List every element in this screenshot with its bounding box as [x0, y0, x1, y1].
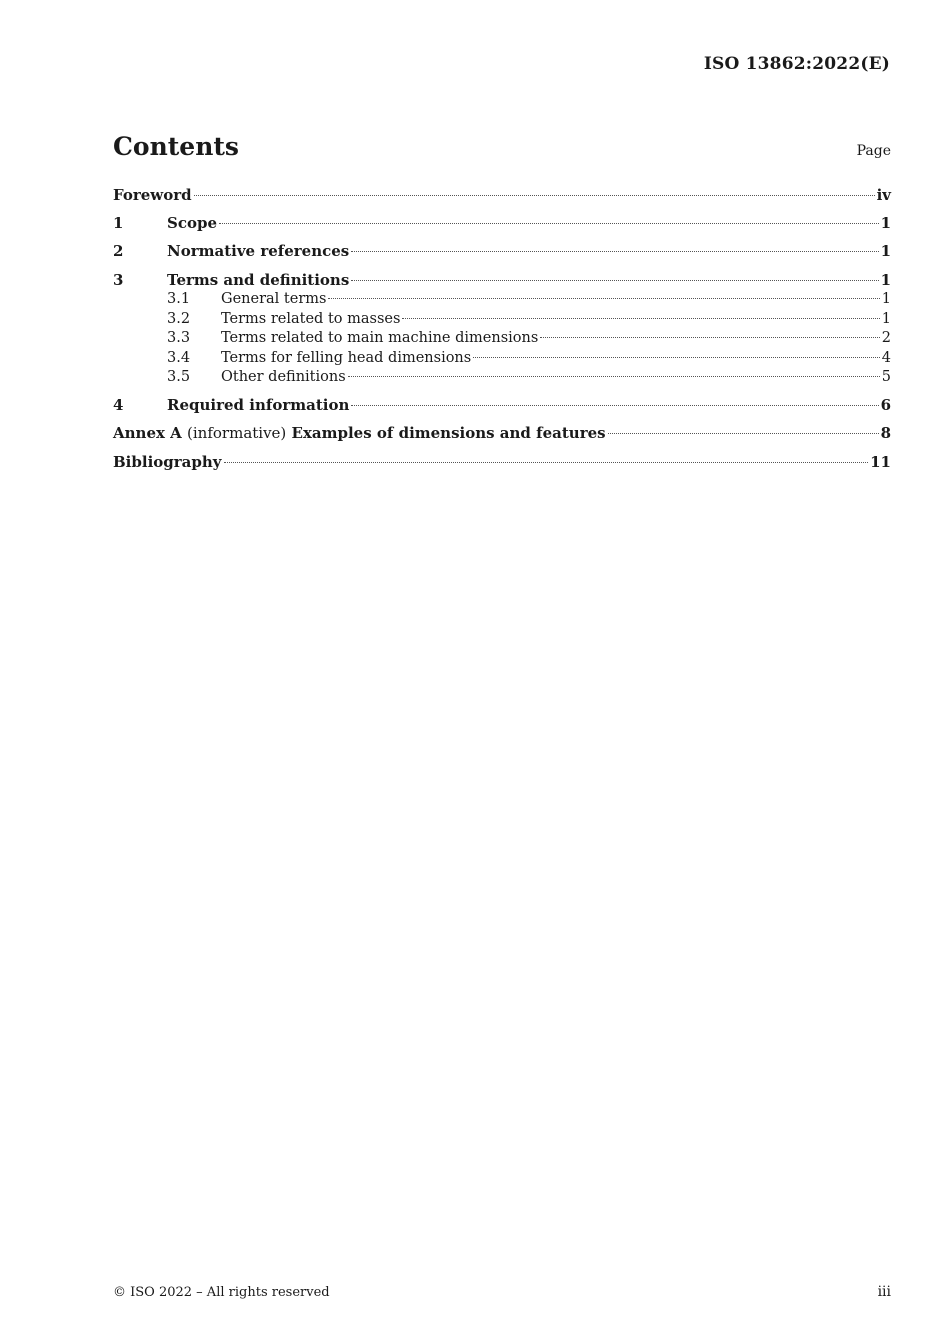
toc-entry-label: Scope: [167, 214, 218, 233]
toc-entry-scope[interactable]: [113, 214, 891, 234]
toc-entry-page: 11: [870, 452, 891, 471]
toc-entry-label: Other definitions: [221, 369, 346, 386]
dot-leader: [351, 251, 878, 252]
dot-leader: [348, 376, 880, 377]
toc-entry-label: Terms and definitions: [167, 270, 350, 289]
dot-leader: [473, 357, 880, 358]
dot-leader: [608, 433, 879, 434]
toc-entry-terms-and-definitions[interactable]: [113, 271, 891, 291]
toc-entry-label: Foreword: [113, 186, 192, 204]
toc-entry-number: 3.1: [167, 291, 191, 308]
copyright-notice: © ISO 2022 – All rights reserved: [113, 1285, 330, 1300]
toc-entry-number: 4: [113, 396, 124, 415]
toc-entry-number: 3.3: [167, 330, 191, 347]
dot-leader: [328, 298, 879, 299]
toc-entry-page: 8: [880, 424, 891, 443]
toc-page-label: Page: [856, 143, 891, 159]
toc-entry-annex-a[interactable]: [113, 424, 891, 444]
toc-entry-label: General terms: [221, 291, 327, 308]
toc-entry-label: Terms related to main machine dimensions: [221, 330, 539, 347]
toc-entry-terms-related-to-masses[interactable]: [113, 310, 891, 330]
toc-entry-label: Terms for felling head dimensions: [221, 349, 472, 366]
toc-entry-other-definitions[interactable]: [113, 368, 891, 388]
dot-leader: [194, 195, 875, 196]
toc-entry-page: 5: [881, 369, 891, 386]
toc-entry-page: 4: [881, 349, 891, 366]
toc-entry-foreword[interactable]: [113, 186, 891, 206]
annex-label: Annex A: [113, 424, 182, 443]
toc-header: [113, 132, 891, 161]
toc-entry-main-machine-dimensions[interactable]: [113, 329, 891, 349]
toc-entry-page: iv: [876, 186, 891, 204]
toc-entry-number: 3.2: [167, 310, 191, 327]
dot-leader: [351, 405, 878, 406]
toc-entry-page: 1: [880, 242, 891, 261]
toc-entry-label: Normative references: [167, 242, 350, 261]
toc-entry-page: 2: [881, 330, 891, 347]
dot-leader: [540, 337, 879, 338]
toc-entry-page: 1: [880, 270, 891, 289]
toc-entry-label: [113, 424, 606, 444]
toc-entry-page: 1: [880, 214, 891, 233]
annex-title: Examples of dimensions and features: [291, 424, 606, 443]
page-footer: [113, 1284, 891, 1300]
toc-entry-label: Terms related to masses: [221, 310, 401, 327]
toc-entry-number: 1: [113, 214, 124, 233]
toc-entry-required-information[interactable]: [113, 396, 891, 416]
dot-leader: [219, 223, 879, 224]
toc-title: Contents: [113, 132, 240, 161]
table-of-contents: [113, 186, 891, 472]
toc-entry-normative-references[interactable]: [113, 242, 891, 262]
toc-entry-number: 2: [113, 242, 124, 261]
toc-entry-felling-head-dimensions[interactable]: [113, 349, 891, 369]
toc-entry-general-terms[interactable]: [113, 290, 891, 310]
dot-leader: [402, 318, 879, 319]
toc-entry-page: 6: [880, 396, 891, 415]
toc-entry-label: Required information: [167, 396, 350, 415]
toc-entry-page: 1: [881, 291, 891, 308]
page-number: iii: [877, 1284, 891, 1300]
dot-leader: [224, 462, 869, 463]
toc-entry-number: 3: [113, 270, 124, 289]
annex-type: (informative): [187, 424, 287, 443]
toc-entry-page: 1: [881, 310, 891, 327]
toc-entry-bibliography[interactable]: [113, 453, 891, 473]
document-id: ISO 13862:2022(E): [703, 54, 890, 74]
toc-entry-number: 3.5: [167, 369, 191, 386]
dot-leader: [351, 280, 878, 281]
toc-entry-label: Bibliography: [113, 452, 222, 471]
toc-entry-number: 3.4: [167, 349, 191, 366]
